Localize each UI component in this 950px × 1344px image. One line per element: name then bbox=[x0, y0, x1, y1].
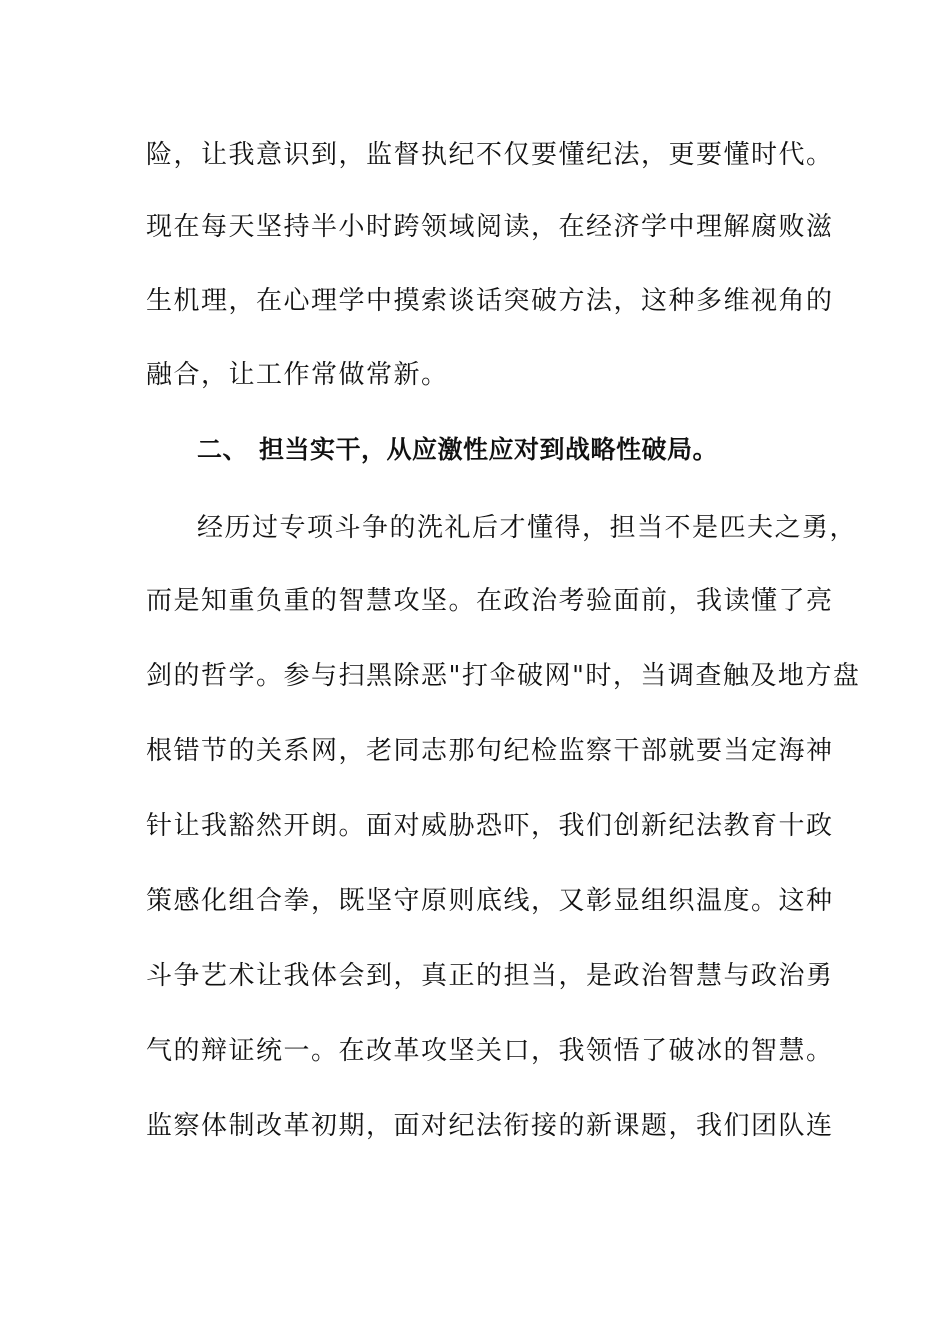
text-line: 而是知重负重的智慧攻坚。在政治考验面前，我读懂了亮 bbox=[146, 586, 834, 616]
text-line: 融合，让工作常做常新。 bbox=[146, 360, 449, 390]
text-line: 现在每天坚持半小时跨领域阅读，在经济学中理解腐败滋 bbox=[146, 212, 834, 242]
text-line: 斗争艺术让我体会到，真正的担当，是政治智慧与政治勇 bbox=[146, 961, 834, 991]
text-line: 根错节的关系网，老同志那句纪检监察干部就要当定海神 bbox=[146, 736, 834, 766]
text-line: 剑的哲学。参与扫黑除恶"打伞破网"时，当调查触及地方盘 bbox=[146, 661, 861, 691]
section-title: 担当实干，从应激性应对到战略性破局。 bbox=[259, 435, 719, 464]
section-number: 二、 bbox=[197, 435, 249, 464]
text-line: 经历过专项斗争的洗礼后才懂得，担当不是匹夫之勇， bbox=[197, 513, 858, 543]
text-line: 险，让我意识到，监督执纪不仅要懂纪法，更要懂时代。 bbox=[146, 140, 834, 170]
section-heading bbox=[197, 432, 718, 468]
text-line: 气的辩证统一。在改革攻坚关口，我领悟了破冰的智慧。 bbox=[146, 1036, 834, 1066]
text-line: 策感化组合拳，既坚守原则底线，又彰显组织温度。这种 bbox=[146, 886, 834, 916]
text-line: 监察体制改革初期，面对纪法衔接的新课题，我们团队连 bbox=[146, 1111, 834, 1141]
text-line: 针让我豁然开朗。面对威胁恐吓，我们创新纪法教育十政 bbox=[146, 811, 834, 841]
text-line: 生机理，在心理学中摸索谈话突破方法，这种多维视角的 bbox=[146, 286, 834, 316]
